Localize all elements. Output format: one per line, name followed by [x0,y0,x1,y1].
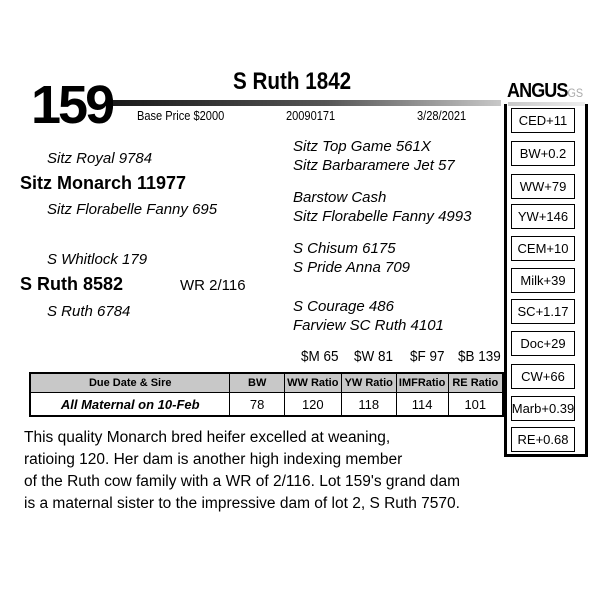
pedigree-sire: Sitz Monarch 11977 [20,173,187,193]
header-re-ratio: RE Ratio [448,373,503,393]
cell-ww-ratio: 120 [284,393,341,417]
description-line: This quality Monarch bred heifer excelled at weaning, [24,429,391,446]
index-f: $F 97 [410,348,445,365]
breed-logo-suffix: GS [567,86,584,100]
cell-re-ratio: 101 [448,393,503,417]
header-bar [113,100,501,106]
table-row [30,393,503,417]
epd-re: RE+0.68 [511,427,575,452]
base-price: Base Price $2000 [137,108,225,123]
epd-sc: SC+1.17 [511,299,575,324]
table-header-row [30,373,503,393]
breed-logo [507,80,583,103]
pedigree-dam-sire-sire: S Chisum 6175 [293,240,396,257]
pedigree-sire-dam-sire: Barstow Cash [293,189,387,206]
header-yw-ratio: YW Ratio [341,373,396,393]
index-m: $M 65 [301,348,339,365]
header-bw: BW [230,373,284,393]
pedigree-dam-sire-dam: S Pride Anna 709 [293,259,411,276]
pedigree-dam-dam: S Ruth 6784 [47,303,131,320]
breed-logo-text: ANGUS [507,80,568,102]
epd-cem: CEM+10 [511,236,575,261]
pedigree-sire-sire-sire: Sitz Top Game 561X [293,138,431,155]
header-due-date-sire: Due Date & Sire [30,373,230,393]
header-ww-ratio: WW Ratio [284,373,341,393]
description-line: is a maternal sister to the impressive dam of lot 2, S Ruth 7570. [24,495,460,512]
index-w: $W 81 [354,348,394,365]
epd-yw: YW+146 [511,204,575,229]
pedigree-dam-dam-dam: Farview SC Ruth 4101 [293,317,444,334]
animal-name: S Ruth 1842 [233,68,352,95]
pedigree-sire-sire: Sitz Royal 9784 [47,150,153,167]
epd-ced: CED+11 [511,108,575,133]
pedigree-sire-dam-dam: Sitz Florabelle Fanny 4993 [293,208,472,225]
cell-imf-ratio: 114 [396,393,448,417]
pedigree-sire-sire-dam: Sitz Barbaramere Jet 57 [293,157,455,174]
epd-cw: CW+66 [511,364,575,389]
header-imf-ratio: IMFRatio [396,373,448,393]
epd-marb: Marb+0.39 [511,396,575,421]
epd-bw: BW+0.2 [511,141,575,166]
lot-description [24,427,504,515]
cell-yw-ratio: 118 [341,393,396,417]
birth-date: 3/28/2021 [417,108,467,123]
cell-bw: 78 [230,393,284,417]
cell-due-date-sire: All Maternal on 10-Feb [30,393,230,417]
performance-table [29,372,504,417]
index-b: $B 139 [458,348,501,365]
pedigree-dam: S Ruth 8582 [20,274,124,294]
epd-doc: Doc+29 [511,331,575,356]
pedigree-dam-sire: S Whitlock 179 [47,251,148,268]
epd-milk: Milk+39 [511,268,575,293]
registration-number: 20090171 [286,108,336,123]
pedigree-dam-dam-sire: S Courage 486 [293,298,394,315]
dam-wr: WR 2/116 [180,277,246,294]
lot-number: 159 [31,75,113,135]
pedigree-sire-dam: Sitz Florabelle Fanny 695 [47,201,218,218]
epd-ww: WW+79 [511,174,575,199]
description-line: of the Ruth cow family with a WR of 2/116. Lot 159's grand dam [24,473,461,490]
description-line: ratioing 120. Her dam is another high indexing member [24,451,403,468]
